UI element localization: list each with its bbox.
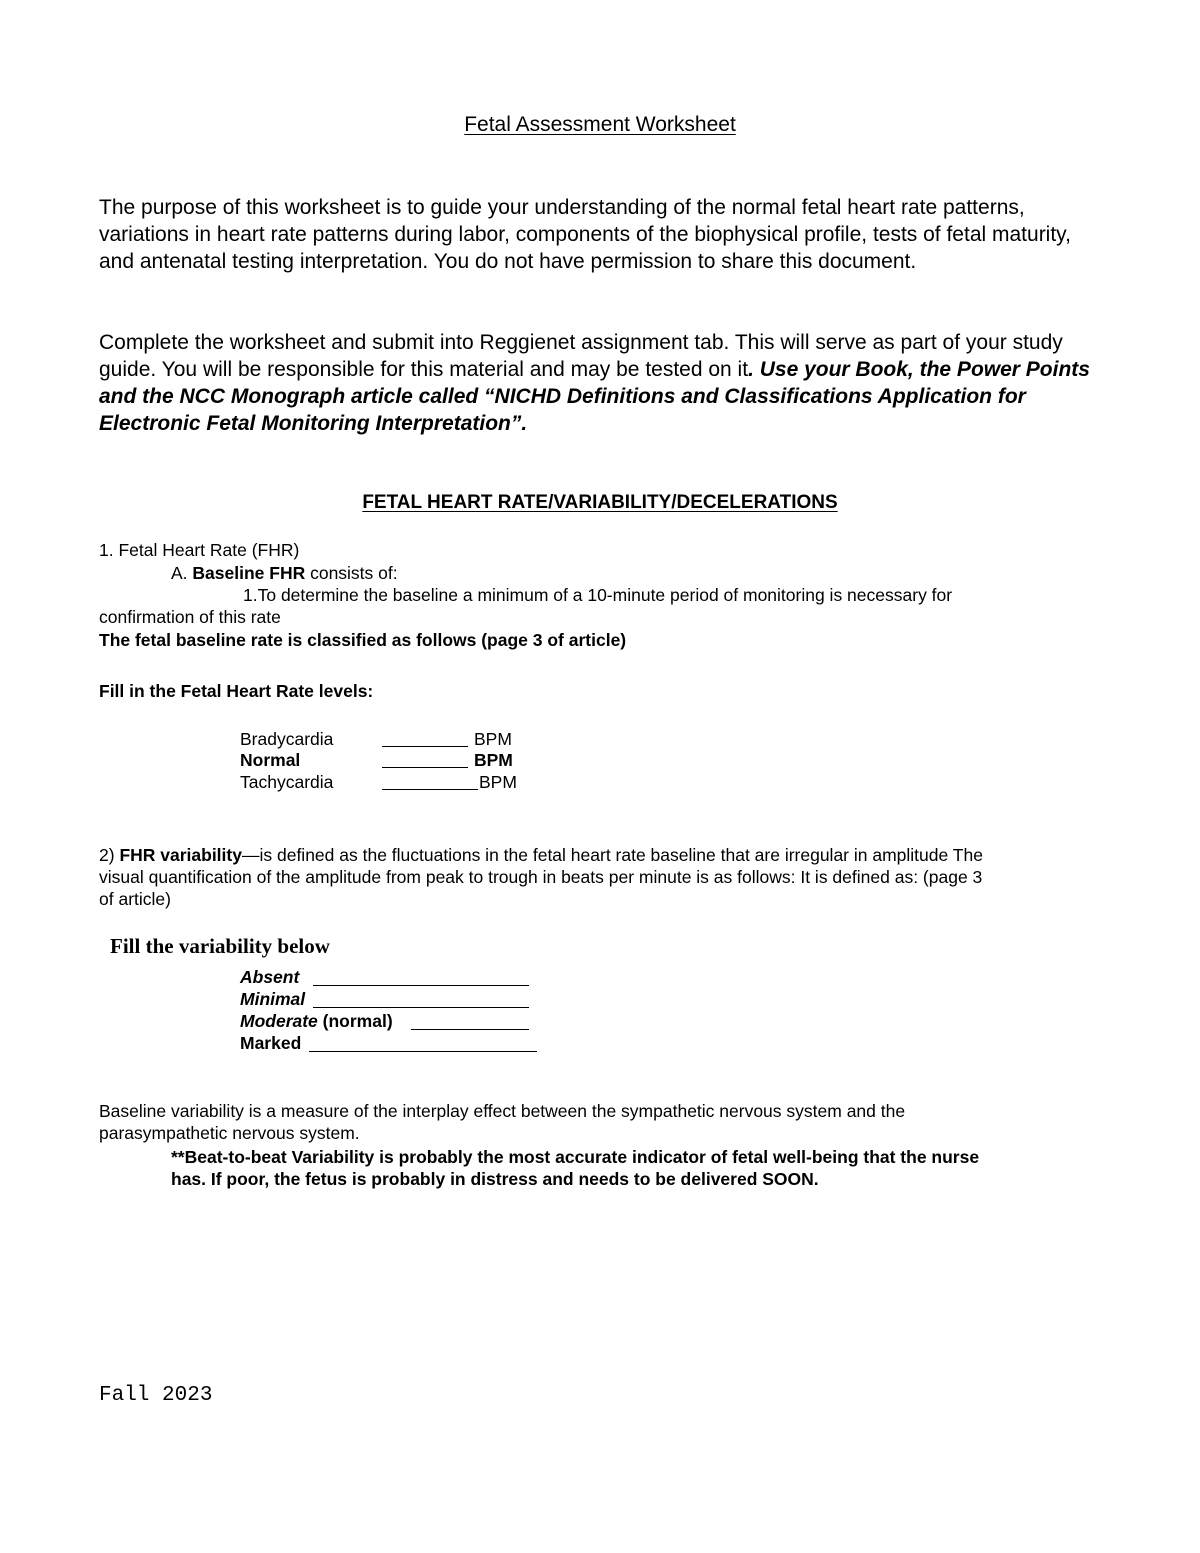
q1-item-a xyxy=(171,562,398,584)
variability-marked-row xyxy=(240,1032,301,1054)
q2-line3: of article) xyxy=(99,889,171,909)
absent-blank[interactable] xyxy=(313,970,529,986)
variability-marked-label: Marked xyxy=(240,1033,302,1053)
level-label-tachycardia: Tachycardia xyxy=(240,772,334,792)
q1-classified: The fetal baseline rate is classified as follows (page 3 of article) xyxy=(99,630,627,650)
level-label-normal: Normal xyxy=(240,750,301,770)
q2-line2: visual quantification of the amplitude from peak to trough in beats per minute is as follows: It is defined as: (page 3 xyxy=(99,867,983,887)
q2-line1 xyxy=(99,844,983,866)
moderate-blank[interactable] xyxy=(411,1014,529,1030)
variability-absent-row xyxy=(240,966,299,988)
q1-a-prefix: A. xyxy=(171,563,193,583)
level-unit-tachycardia: BPM xyxy=(479,772,517,792)
level-unit-normal: BPM xyxy=(474,750,513,770)
variability-absent-label: Absent xyxy=(240,967,300,987)
bradycardia-blank[interactable] xyxy=(382,731,468,747)
q1-heading: 1. Fetal Heart Rate (FHR) xyxy=(99,540,300,560)
level-label-bradycardia: Bradycardia xyxy=(240,729,334,749)
level-unit-bradycardia: BPM xyxy=(474,729,512,749)
variability-minimal-label: Minimal xyxy=(240,989,306,1009)
instructions-emphasis: . Use your Book, the Power Points and the NCC Monograph article called “NICHD Definitions and Classifications Application for Electronic Fetal Monitoring Interpretation”. xyxy=(99,358,1090,435)
normal-blank[interactable] xyxy=(382,752,468,768)
minimal-blank[interactable] xyxy=(313,992,529,1008)
q1-fill-prompt: Fill in the Fetal Heart Rate levels: xyxy=(99,681,374,701)
intro-paragraph: The purpose of this worksheet is to guide your understanding of the normal fetal heart rate patterns, variations in heart rate patterns during labor, components of the biophysical profile, tests of fetal maturity, and antenatal testing interpretation. You do not have permission to share this document. xyxy=(99,196,1071,273)
variability-heading: Fill the variability below xyxy=(110,934,330,958)
q1-item1-line1: 1.To determine the baseline a minimum of a 10-minute period of monitoring is necessary for xyxy=(243,585,953,605)
q2-number: 2) xyxy=(99,845,120,865)
variability-minimal-row xyxy=(240,988,305,1010)
tachycardia-blank[interactable] xyxy=(382,774,478,790)
q1-item1-line2: confirmation of this rate xyxy=(99,607,281,627)
instructions-paragraph xyxy=(99,329,1109,437)
q1-a-rest: consists of: xyxy=(305,563,398,583)
beat-note-line1: **Beat-to-beat Variability is probably the most accurate indicator of fetal well-being that the nurse xyxy=(171,1147,980,1167)
variability-moderate-note: (normal) xyxy=(317,1011,393,1031)
variability-moderate-row xyxy=(240,1010,393,1032)
beat-note-line2: has. If poor, the fetus is probably in distress and needs to be delivered SOON. xyxy=(171,1169,819,1189)
q2-rest: —is defined as the fluctuations in the fetal heart rate baseline that are irregular in amplitude The xyxy=(241,845,983,865)
footer-term: Fall 2023 xyxy=(99,1384,213,1407)
instructions-text: Complete the worksheet and submit into Reggienet assignment tab. This will serve as part of your study guide. You will be responsible for this material and may be tested on it xyxy=(99,331,1063,381)
q1-a-bold: Baseline FHR xyxy=(192,563,306,583)
baseline-note-line2: parasympathetic nervous system. xyxy=(99,1123,360,1143)
page-title: Fetal Assessment Worksheet xyxy=(464,113,736,136)
variability-moderate-label: Moderate xyxy=(240,1011,318,1031)
section-heading: FETAL HEART RATE/VARIABILITY/DECELERATIONS xyxy=(362,492,838,513)
q2-bold: FHR variability xyxy=(119,845,242,865)
baseline-note-line1: Baseline variability is a measure of the interplay effect between the sympathetic nervous system and the xyxy=(99,1101,906,1121)
marked-blank[interactable] xyxy=(309,1036,537,1052)
